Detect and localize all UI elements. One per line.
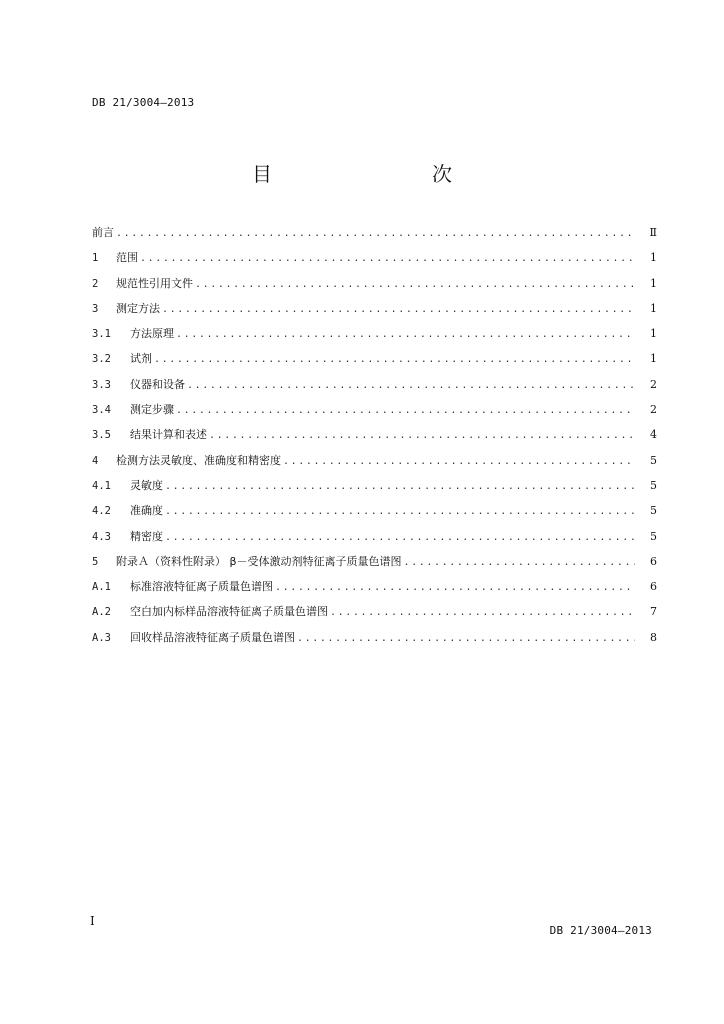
toc-entry-a-3[interactable]	[92, 629, 657, 654]
toc-entry-label: 方法原理	[130, 327, 174, 341]
toc-entry-label: 测定方法	[116, 301, 160, 315]
toc-entry-3-5[interactable]	[92, 426, 657, 451]
toc-leader-dots	[209, 430, 635, 441]
toc-entry-5[interactable]	[92, 553, 657, 578]
toc-entry-page: 1	[650, 352, 657, 366]
table-of-contents	[92, 224, 657, 654]
toc-entry-3-2[interactable]	[92, 350, 657, 375]
toc-entry-page: 8	[650, 630, 657, 644]
toc-entry-number: 4	[92, 454, 99, 467]
toc-entry-3-4[interactable]	[92, 401, 657, 426]
toc-entry-number: 3.3	[92, 378, 111, 391]
toc-entry-label: 标准溶液特征离子质量色谱图	[130, 580, 273, 594]
toc-entry-number: A.3	[92, 631, 111, 644]
toc-entry-number: 1	[92, 252, 99, 265]
toc-entry-label: 试剂	[130, 352, 152, 366]
toc-entry-label: 前言	[92, 226, 114, 239]
toc-entry-3-1[interactable]	[92, 325, 657, 350]
toc-entry-number: 4.3	[92, 530, 111, 543]
toc-entry-page: 2	[650, 403, 657, 417]
toc-entry-number: 3	[92, 302, 99, 315]
toc-entry-page: 5	[650, 453, 657, 467]
toc-entry-number: 3.5	[92, 429, 111, 442]
toc-entry-foreword[interactable]	[92, 224, 657, 249]
toc-leader-dots	[154, 354, 635, 365]
toc-leader-dots	[404, 557, 635, 568]
toc-entry-page: 1	[650, 327, 657, 341]
toc-entry-a-2[interactable]	[92, 603, 657, 628]
toc-entry-label: 规范性引用文件	[116, 276, 193, 290]
toc-entry-label: 结果计算和表述	[130, 428, 207, 442]
toc-entry-label: 检测方法灵敏度、准确度和精密度	[116, 453, 281, 467]
toc-entry-page: 4	[650, 428, 657, 442]
toc-entry-page: 1	[650, 301, 657, 315]
toc-entry-label: 仪器和设备	[130, 377, 185, 391]
toc-entry-page: 5	[650, 529, 657, 543]
toc-leader-dots	[162, 304, 635, 315]
toc-entry-number: 5	[92, 555, 99, 568]
toc-leader-dots	[187, 380, 635, 391]
toc-entry-4-2[interactable]	[92, 502, 657, 527]
toc-entry-2[interactable]	[92, 275, 657, 300]
footer-standard-code: DB 21/3004—2013	[549, 924, 652, 937]
toc-entry-number: 3.2	[92, 353, 111, 366]
toc-leader-dots	[275, 582, 635, 593]
toc-entry-page: 5	[650, 504, 657, 518]
toc-leader-dots	[176, 405, 635, 416]
toc-entry-4-3[interactable]	[92, 528, 657, 553]
toc-entry-number: A.2	[92, 606, 111, 619]
toc-entry-4-1[interactable]	[92, 477, 657, 502]
toc-entry-4[interactable]	[92, 452, 657, 477]
toc-leader-dots	[116, 228, 635, 239]
toc-entry-page: 1	[650, 251, 657, 265]
toc-entry-label: 范围	[116, 251, 138, 265]
toc-entry-page: 7	[650, 605, 657, 619]
toc-leader-dots	[330, 607, 635, 618]
toc-entry-label: 附录Ａ（资料性附录） β－受体激动剂特征离子质量色谱图	[116, 554, 402, 568]
toc-entry-number: 3.1	[92, 328, 111, 341]
toc-leader-dots	[297, 633, 635, 644]
toc-leader-dots	[165, 532, 635, 543]
footer-page-number: I	[90, 914, 95, 928]
toc-entry-number: 2	[92, 277, 99, 290]
toc-entry-label: 精密度	[130, 529, 163, 543]
header-standard-code: DB 21/3004—2013	[92, 96, 195, 109]
toc-entry-page: Ⅱ	[649, 226, 657, 239]
toc-entry-page: 2	[650, 377, 657, 391]
toc-entry-number: 3.4	[92, 404, 111, 417]
toc-entry-1[interactable]	[92, 249, 657, 274]
toc-entry-label: 测定步骤	[130, 403, 174, 417]
toc-entry-3-3[interactable]	[92, 376, 657, 401]
page-title: 目 次	[252, 162, 492, 186]
toc-leader-dots	[283, 456, 635, 467]
toc-entry-page: 6	[650, 580, 657, 594]
toc-entry-number: A.1	[92, 581, 111, 594]
toc-entry-a-1[interactable]	[92, 578, 657, 603]
toc-entry-page: 5	[650, 478, 657, 492]
toc-entry-page: 1	[650, 276, 657, 290]
toc-entry-number: 4.2	[92, 505, 111, 518]
toc-leader-dots	[195, 279, 635, 290]
toc-leader-dots	[176, 329, 635, 340]
toc-entry-label: 空白加内标样品溶液特征离子质量色谱图	[130, 605, 328, 619]
toc-entry-label: 回收样品溶液特征离子质量色谱图	[130, 630, 295, 644]
toc-leader-dots	[165, 481, 635, 492]
toc-leader-dots	[140, 253, 635, 264]
toc-entry-3[interactable]	[92, 300, 657, 325]
toc-entry-label: 准确度	[130, 504, 163, 518]
toc-entry-number: 4.1	[92, 479, 111, 492]
toc-entry-label: 灵敏度	[130, 478, 163, 492]
toc-leader-dots	[165, 506, 635, 517]
toc-entry-page: 6	[650, 554, 657, 568]
